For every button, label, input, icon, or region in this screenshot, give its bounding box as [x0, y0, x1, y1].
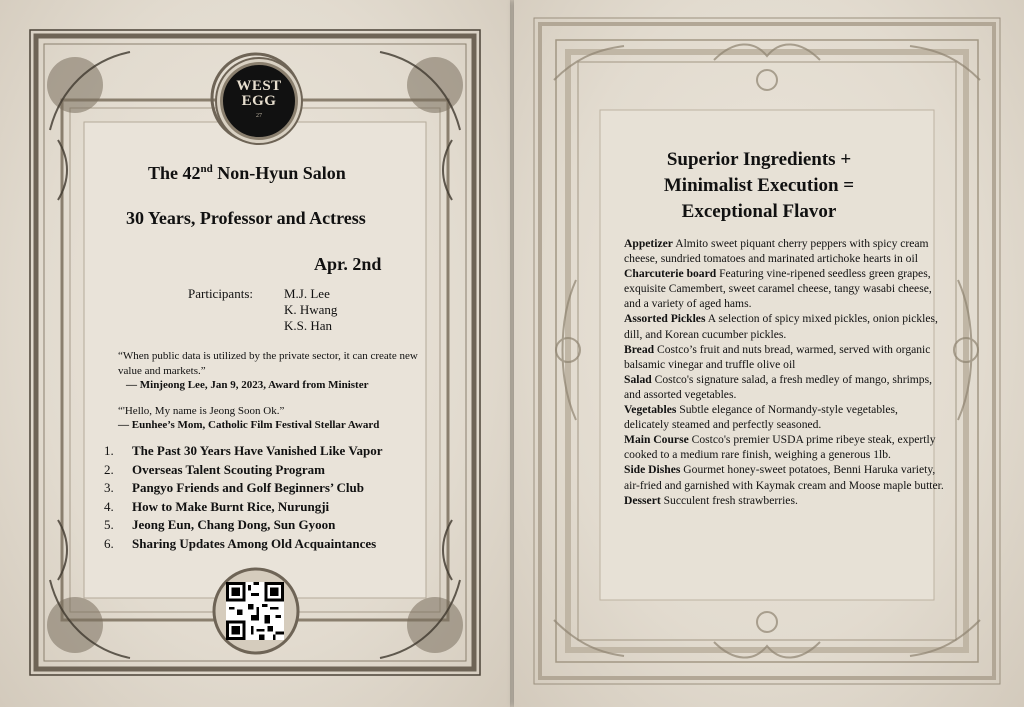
- qr-code[interactable]: [226, 582, 284, 640]
- menu-item: Dessert Succulent fresh strawberries.: [624, 493, 798, 507]
- invitation-card: [0, 0, 510, 707]
- menu-item: Salad Costco's signature salad, a fresh medley of mango, shrimps, and assorted vegetables.: [624, 372, 933, 401]
- agenda-item: 4. How to Make Burnt Rice, Nurungji: [104, 498, 330, 514]
- salon-subtitle: 30 Years, Professor and Actress: [126, 208, 366, 228]
- participant-name: K. Hwang: [284, 302, 338, 317]
- agenda-item: 5. Jeong Eun, Chang Dong, Sun Gyoon: [104, 517, 336, 532]
- menu-item: Bread Costco’s fruit and nuts bread, warmed, served with organic balsamic vinegar and truffle olive oil: [624, 342, 931, 371]
- event-date: Apr. 2nd: [314, 254, 382, 274]
- quote-1-attribution: — Minjeong Lee, Jan 9, 2023, Award from Minister: [126, 379, 369, 391]
- agenda-item: 1. The Past 30 Years Have Vanished Like Vapor: [104, 443, 383, 458]
- menu-item: Main Course Costco's premier USDA prime ribeye steak, expertly cooked to a medium rare finish, weighing a generous 1lb.: [624, 433, 936, 462]
- participant-name: K.S. Han: [284, 318, 333, 333]
- agenda-item: 6. Sharing Updates Among Old Acquaintances: [104, 535, 377, 551]
- west-egg-logo: WEST EGG 27: [220, 62, 298, 140]
- quote-2: “'Hello, My name is Jeong Soon Ok.”: [118, 405, 285, 417]
- participants-label: Participants:: [188, 286, 253, 301]
- menu-item: Vegetables Subtle elegance of Normandy-style vegetables, delicately steamed and perfectly seasoned.: [624, 403, 898, 432]
- menu-item: Appetizer Almito sweet piquant cherry peppers with spicy cream cheese, sundried tomatoes and marinated artichoke hearts in oil: [624, 237, 929, 266]
- menu-list: [624, 236, 944, 508]
- agenda-list: [104, 443, 383, 554]
- salon-title: The 42nd Non-Hyun Salon: [148, 163, 346, 183]
- menu-item: Assorted Pickles A selection of spicy mixed pickles, onion pickles, dill, and Korean cucumber pickles.: [624, 312, 938, 341]
- quote-2-attribution: — Eunhee’s Mom, Catholic Film Festival Stellar Award: [118, 419, 380, 431]
- menu-card: [514, 0, 1024, 707]
- agenda-item: 2. Overseas Talent Scouting Program: [104, 461, 325, 477]
- agenda-item: 3. Pangyo Friends and Golf Beginners’ Club: [104, 480, 364, 495]
- menu-title: Superior Ingredients + Minimalist Execution = Exceptional Flavor: [663, 149, 855, 222]
- participant-name: M.J. Lee: [284, 286, 330, 301]
- menu-item: Charcuterie board Featuring vine-ripened seedless green grapes, exquisite Camembert, sweet caramel cheese, tangy wasabi cheese, and a variety of aged hams.: [624, 267, 932, 311]
- quote-1: “When public data is utilized by the private sector, it can create new value and markets.”: [118, 350, 418, 377]
- menu-item: Side Dishes Gourmet honey-sweet potatoes, Benni Haruka variety, air-fried and garnished with Kaymak cream and Moose maple butter.: [624, 463, 944, 492]
